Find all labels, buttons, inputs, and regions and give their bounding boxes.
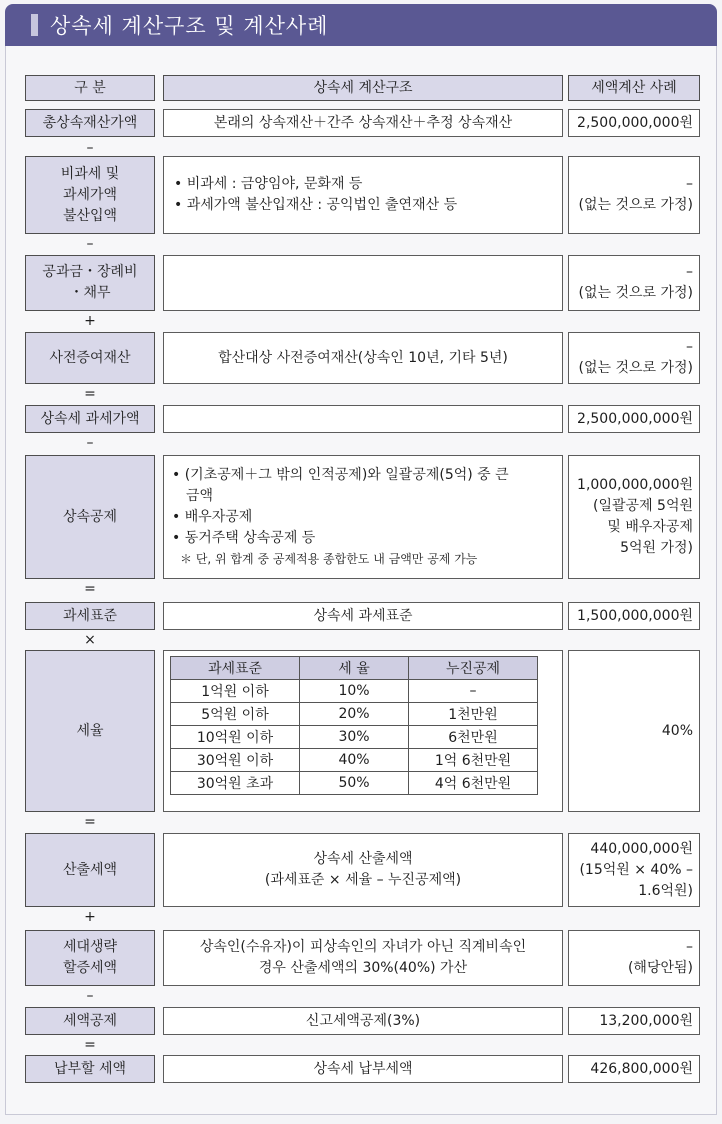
value-line: –	[686, 939, 693, 955]
desc-tax-payable: 상속세 납부세액	[163, 1055, 563, 1083]
label-computed-tax: 산출세액	[25, 833, 155, 907]
value-line: 1,000,000,000원	[577, 477, 693, 493]
desc-total-estate: 본래의 상속재산＋간주 상속재산＋추정 상속재산	[163, 109, 563, 137]
value-taxable-value: 2,500,000,000원	[568, 405, 700, 433]
value-tax-rate: 40%	[568, 650, 700, 812]
operator-minus-4: –	[86, 988, 94, 1004]
table-cell: 10억원 이하	[171, 726, 300, 749]
label-prior-gift: 사전증여재산	[25, 332, 155, 384]
operator-equals-2: =	[84, 581, 96, 597]
table-cell: 4억 6천만원	[409, 772, 538, 795]
desc-taxable-value	[163, 405, 563, 433]
value-line: –	[686, 264, 693, 280]
value-line: (없는 것으로 가정)	[578, 360, 693, 376]
desc-line: 상속인(수유자)이 피상속인의 자녀가 아닌 직계비속인	[199, 939, 527, 955]
desc-tax-base: 상속세 과세표준	[163, 602, 563, 630]
desc-line: 금액	[186, 487, 214, 504]
table-cell: 10%	[300, 680, 409, 703]
label-line: 세대생략	[62, 939, 118, 955]
label-generation-skip	[25, 930, 155, 986]
desc-tax-credit: 신고세액공제(3%)	[163, 1007, 563, 1035]
desc-line: 상속세 산출세액	[313, 851, 413, 867]
value-line: (없는 것으로 가정)	[578, 197, 693, 213]
operator-minus-1: –	[86, 140, 94, 156]
desc-generation-skip	[163, 930, 563, 986]
title-bar	[5, 4, 717, 46]
tax-rate-header: 누진공제	[409, 657, 538, 680]
value-tax-credit: 13,200,000원	[568, 1007, 700, 1035]
label-line: 과세가액	[62, 186, 118, 203]
table-cell: 40%	[300, 749, 409, 772]
value-line: (없는 것으로 가정)	[578, 285, 693, 301]
table-cell: 20%	[300, 703, 409, 726]
deduction-note: ＊ 단, 위 합계 중 공제적용 종합한도 내 금액만 공제 가능	[180, 551, 478, 566]
value-line: –	[686, 339, 693, 355]
value-line: (15억원 × 40% –	[579, 861, 693, 878]
desc-line: • 동거주택 상속공제 등	[172, 529, 316, 546]
desc-line: • 과세가액 불산입재산 : 공익법인 출연재산 등	[174, 197, 458, 213]
label-tax-payable: 납부할 세액	[25, 1055, 155, 1083]
value-line: (일괄공제 5억원	[593, 498, 693, 514]
label-inheritance-deduction: 상속공제	[25, 455, 155, 579]
table-row	[171, 726, 538, 749]
header-example: 세액계산 사례	[568, 75, 700, 101]
desc-line: • 비과세 : 금양임야, 문화재 등	[174, 176, 363, 192]
operator-plus-2: +	[84, 909, 96, 925]
label-total-estate: 총상속재산가액	[25, 109, 155, 137]
table-cell: 30%	[300, 726, 409, 749]
table-cell: 1억 6천만원	[409, 749, 538, 772]
label-line: 공과금・장례비	[42, 264, 138, 280]
value-line: 5억원 가정)	[620, 540, 693, 556]
table-cell: 30억원 초과	[171, 772, 300, 795]
page-title: 상속세 계산구조 및 계산사례	[50, 14, 329, 38]
value-prior-gift	[568, 332, 700, 384]
operator-plus-1: +	[84, 313, 96, 329]
desc-nontaxable	[163, 156, 563, 234]
value-tax-payable: 426,800,000원	[568, 1055, 700, 1083]
desc-line: 경우 산출세액의 30%(40%) 가산	[258, 960, 468, 976]
label-tax-base: 과세표준	[25, 602, 155, 630]
operator-minus-3: –	[86, 435, 94, 451]
value-tax-base: 1,500,000,000원	[568, 602, 700, 630]
table-row	[171, 703, 538, 726]
label-tax-rate: 세율	[25, 650, 155, 812]
value-public-charges	[568, 255, 700, 311]
header-structure: 상속세 계산구조	[163, 75, 563, 101]
desc-line: (과세표준 × 세율 – 누진공제액)	[264, 872, 462, 888]
value-computed-tax	[568, 833, 700, 907]
value-line: (해당안됨)	[627, 960, 693, 976]
desc-prior-gift: 합산대상 사전증여재산(상속인 10년, 기타 5년)	[163, 332, 563, 384]
table-cell: 50%	[300, 772, 409, 795]
tax-rate-header: 과세표준	[171, 657, 300, 680]
operator-minus-2: –	[86, 236, 94, 252]
table-cell: 1억원 이하	[171, 680, 300, 703]
value-line: –	[686, 176, 693, 192]
value-inheritance-deduction	[568, 455, 700, 579]
operator-equals-1: =	[84, 386, 96, 402]
label-line: 불산입액	[62, 207, 118, 224]
label-line: 비과세 및	[60, 165, 120, 182]
label-public-charges	[25, 255, 155, 311]
operator-equals-4: =	[84, 1037, 96, 1053]
table-row	[171, 772, 538, 795]
table-cell: 30억원 이하	[171, 749, 300, 772]
tax-rate-table	[170, 656, 538, 795]
desc-line: • 배우자공제	[172, 508, 253, 525]
tax-rate-header: 세 율	[300, 657, 409, 680]
value-total-estate: 2,500,000,000원	[568, 109, 700, 137]
table-row	[171, 680, 538, 703]
table-row	[171, 749, 538, 772]
value-generation-skip	[568, 930, 700, 986]
label-nontaxable	[25, 156, 155, 234]
operator-times: ×	[84, 632, 96, 648]
desc-public-charges	[163, 255, 563, 311]
desc-computed-tax	[163, 833, 563, 907]
title-marker	[31, 14, 38, 36]
value-line: 및 배우자공제	[607, 519, 693, 535]
label-line: ・채무	[69, 285, 111, 301]
value-line: 440,000,000원	[590, 840, 693, 857]
table-cell: 5억원 이하	[171, 703, 300, 726]
value-nontaxable	[568, 156, 700, 234]
desc-inheritance-deduction	[163, 455, 563, 579]
desc-line: • (기초공제＋그 밖의 인적공제)와 일괄공제(5억) 중 큰	[172, 466, 509, 483]
table-cell: 6천만원	[409, 726, 538, 749]
value-line: 1.6억원)	[638, 882, 693, 899]
operator-equals-3: =	[84, 814, 96, 830]
label-line: 할증세액	[62, 960, 118, 976]
label-tax-credit: 세액공제	[25, 1007, 155, 1035]
table-cell: –	[409, 680, 538, 703]
table-cell: 1천만원	[409, 703, 538, 726]
label-taxable-value: 상속세 과세가액	[25, 405, 155, 433]
tax-rate-header-row	[171, 657, 538, 680]
header-category: 구 분	[25, 75, 155, 101]
